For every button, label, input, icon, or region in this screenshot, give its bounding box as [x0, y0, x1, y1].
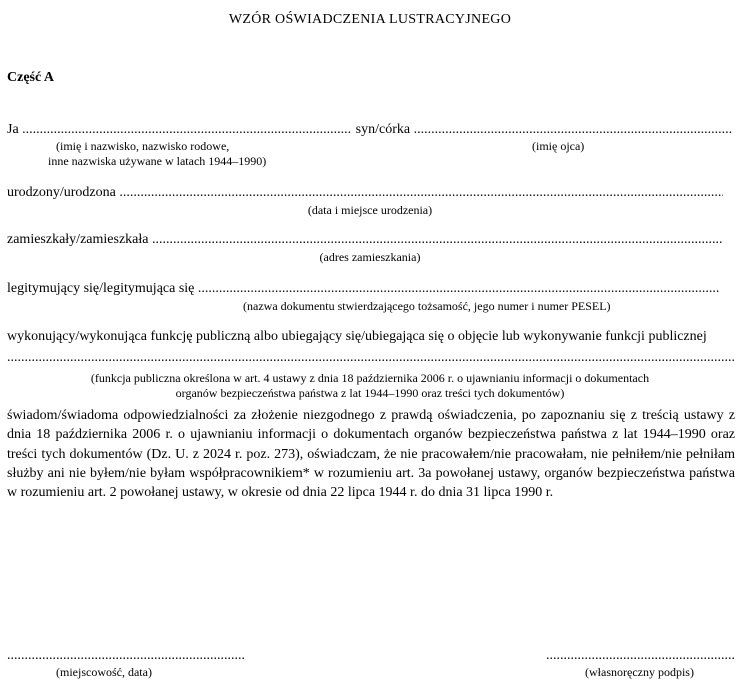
id-row: [7, 281, 720, 297]
birth-field[interactable]: [119, 185, 723, 201]
place-date-row: [7, 648, 244, 664]
signature-row: [546, 648, 734, 664]
father-name-field[interactable]: [414, 122, 732, 138]
resident-caption: (adres zamieszkania): [319, 250, 421, 264]
born-row: [7, 185, 723, 201]
function-label: wykonujący/wykonująca funkcję publiczną albo ubiegający się/ubiegająca się o objęcie lub wykonywanie funkcji publicznej: [7, 329, 707, 344]
born-caption: (data i miejsce urodzenia): [307, 203, 433, 217]
function-caption-line2: organów bezpieczeństwa państwa z lat 1944–1990 oraz treści tych dokumentów): [175, 386, 565, 400]
name-prefix: Ja: [7, 122, 19, 137]
function-caption-line1: (funkcja publiczna określona w art. 4 ustawy z dnia 18 października 2006 r. o ujawnianiu informacji o dokumentach: [90, 371, 650, 385]
section-label: Część A: [7, 70, 55, 85]
signature-field[interactable]: [546, 648, 734, 664]
id-label: legitymujący się/legitymująca się: [7, 281, 195, 296]
address-field[interactable]: [152, 232, 722, 248]
id-field[interactable]: [198, 281, 720, 297]
name-caption-line1: (imię i nazwisko, nazwisko rodowe,: [56, 139, 230, 153]
signature-caption: (własnoręczny podpis): [585, 665, 694, 679]
father-caption: (imię ojca): [532, 139, 585, 153]
son-daughter-label: syn/córka: [355, 122, 411, 137]
function-field[interactable]: [7, 350, 734, 366]
born-label: urodzony/urodzona: [7, 185, 116, 200]
function-row: [7, 350, 734, 366]
place-date-field[interactable]: [7, 648, 244, 664]
name-caption-line2: inne nazwiska używane w latach 1944–1990): [48, 154, 267, 168]
name-field[interactable]: [22, 122, 352, 138]
id-caption: (nazwa dokumentu stwierdzającego tożsamość, jego numer i numer PESEL): [243, 299, 611, 313]
declaration-text: świadom/świadoma odpowiedzialności za złożenie niezgodnego z prawdą oświadczenia, po zapoznaniu się z treścią ustawy z dnia 18 października 2006 r. o ujawnianiu informacji o dokumentach organów bezpieczeństwa państwa z lat 1944–1990 oraz treści tych dokumentów (Dz. U. z 2024 r. poz. 273), oświadczam, że nie pracowałem/nie pracowałam, nie pełniłem/nie pełniłam służby ani nie byłem/nie byłam współpracownikiem* w rozumieniu art. 3a powołanej ustawy, organów bezpieczeństwa państwa w rozumieniu art. 2 powołanej ustawy, w okresie od dnia 22 lipca 1944 r. do dnia 31 lipca 1990 r.: [7, 408, 735, 501]
place-date-caption: (miejscowość, data): [56, 665, 152, 679]
resident-row: [7, 232, 722, 248]
resident-label: zamieszkały/zamieszkała: [7, 232, 149, 247]
document-title: WZÓR OŚWIADCZENIA LUSTRACYJNEGO: [228, 12, 512, 27]
name-row: [7, 122, 732, 138]
